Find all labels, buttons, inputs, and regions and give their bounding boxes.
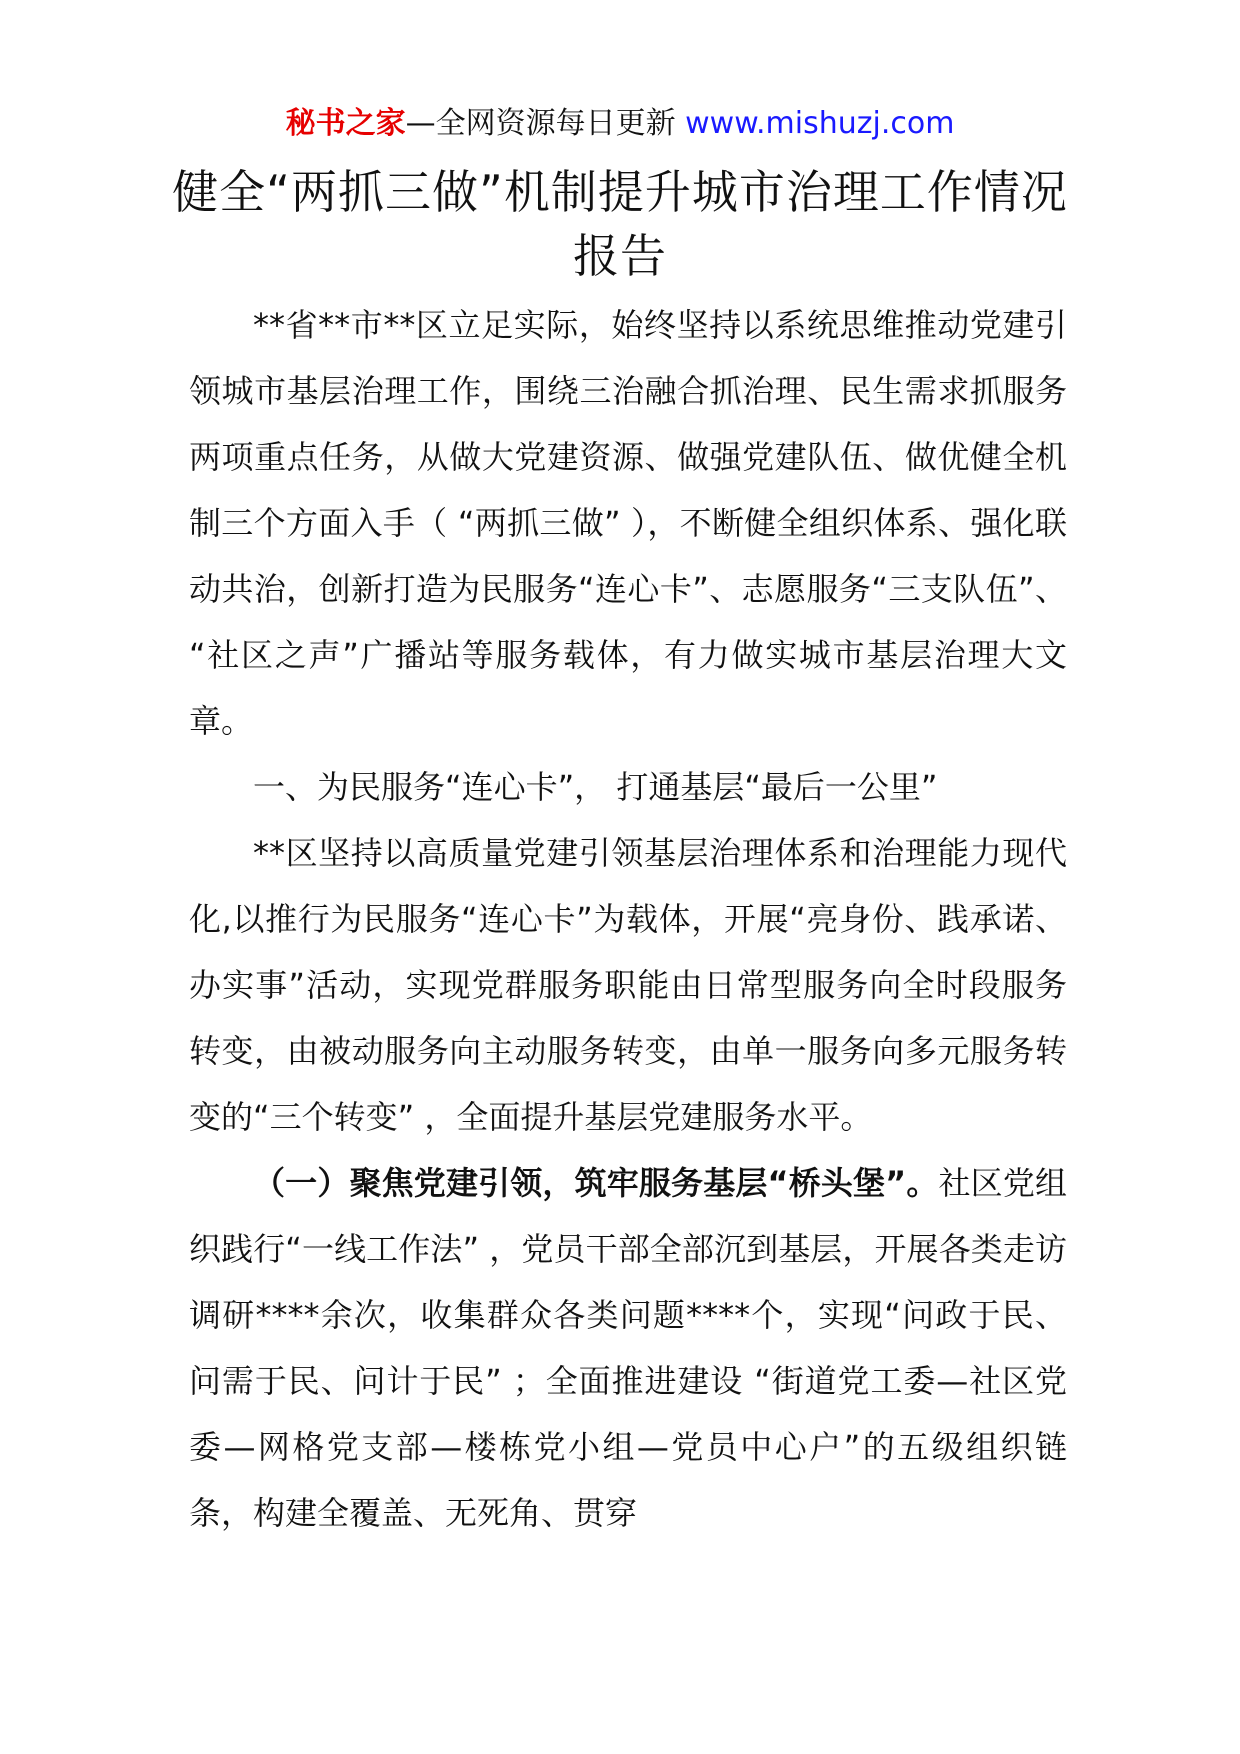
site-url-link[interactable]: www.mishuzj.com (685, 106, 955, 141)
site-tagline: —全网资源每日更新 (405, 106, 686, 141)
section-paragraph: **区坚持以高质量党建引领基层治理体系和治理能力现代化,以推行为民服务“连心卡”为载体，开展“亮身份、践承诺、办实事”活动，实现党群服务职能由日常型服务向全时段服务转变，由被动服务向主动服务转变，由单一服务向多元服务转变的“三个转变” ，全面提升基层党建服务水平。 (189, 834, 1067, 1136)
document-title: 健全“两抓三做”机制提升城市治理工作情况报告 (172, 165, 1068, 283)
subsection-body: 社区党组织践行“一线工作法” ，党员干部全部沉到基层，开展各类走访调研****余次，收集群众各类问题****个，实现“问政于民、问需于民、问计于民” ；全面推进建设 “街道党工委—社区党委—网格党支部—楼栋党小组—党员中心户”的五级组织链条，构建全覆盖、无死角、贯穿 (189, 1164, 1067, 1532)
site-brand: 秘书之家 (285, 106, 406, 141)
subsection-heading: （一）聚焦党建引领，筑牢服务基层“桥头堡”。 (253, 1164, 939, 1202)
subsection-paragraph (189, 1150, 1067, 1546)
site-header (0, 104, 1240, 144)
section-heading: 一、为民服务“连心卡”， 打通基层“最后一公里” (253, 768, 938, 806)
document-body (189, 292, 1067, 1546)
intro-paragraph: **省**市**区立足实际，始终坚持以系统思维推动党建引领城市基层治理工作，围绕三治融合抓治理、民生需求抓服务两项重点任务，从做大党建资源、做强党建队伍、做优健全机制三个方面入手（ “两抓三做” ），不断健全组织体系、强化联动共治，创新打造为民服务“连心卡”、志愿服务“三支队伍”、 “社区之声”广播站等服务载体，有力做实城市基层治理大文章。 (189, 306, 1067, 740)
